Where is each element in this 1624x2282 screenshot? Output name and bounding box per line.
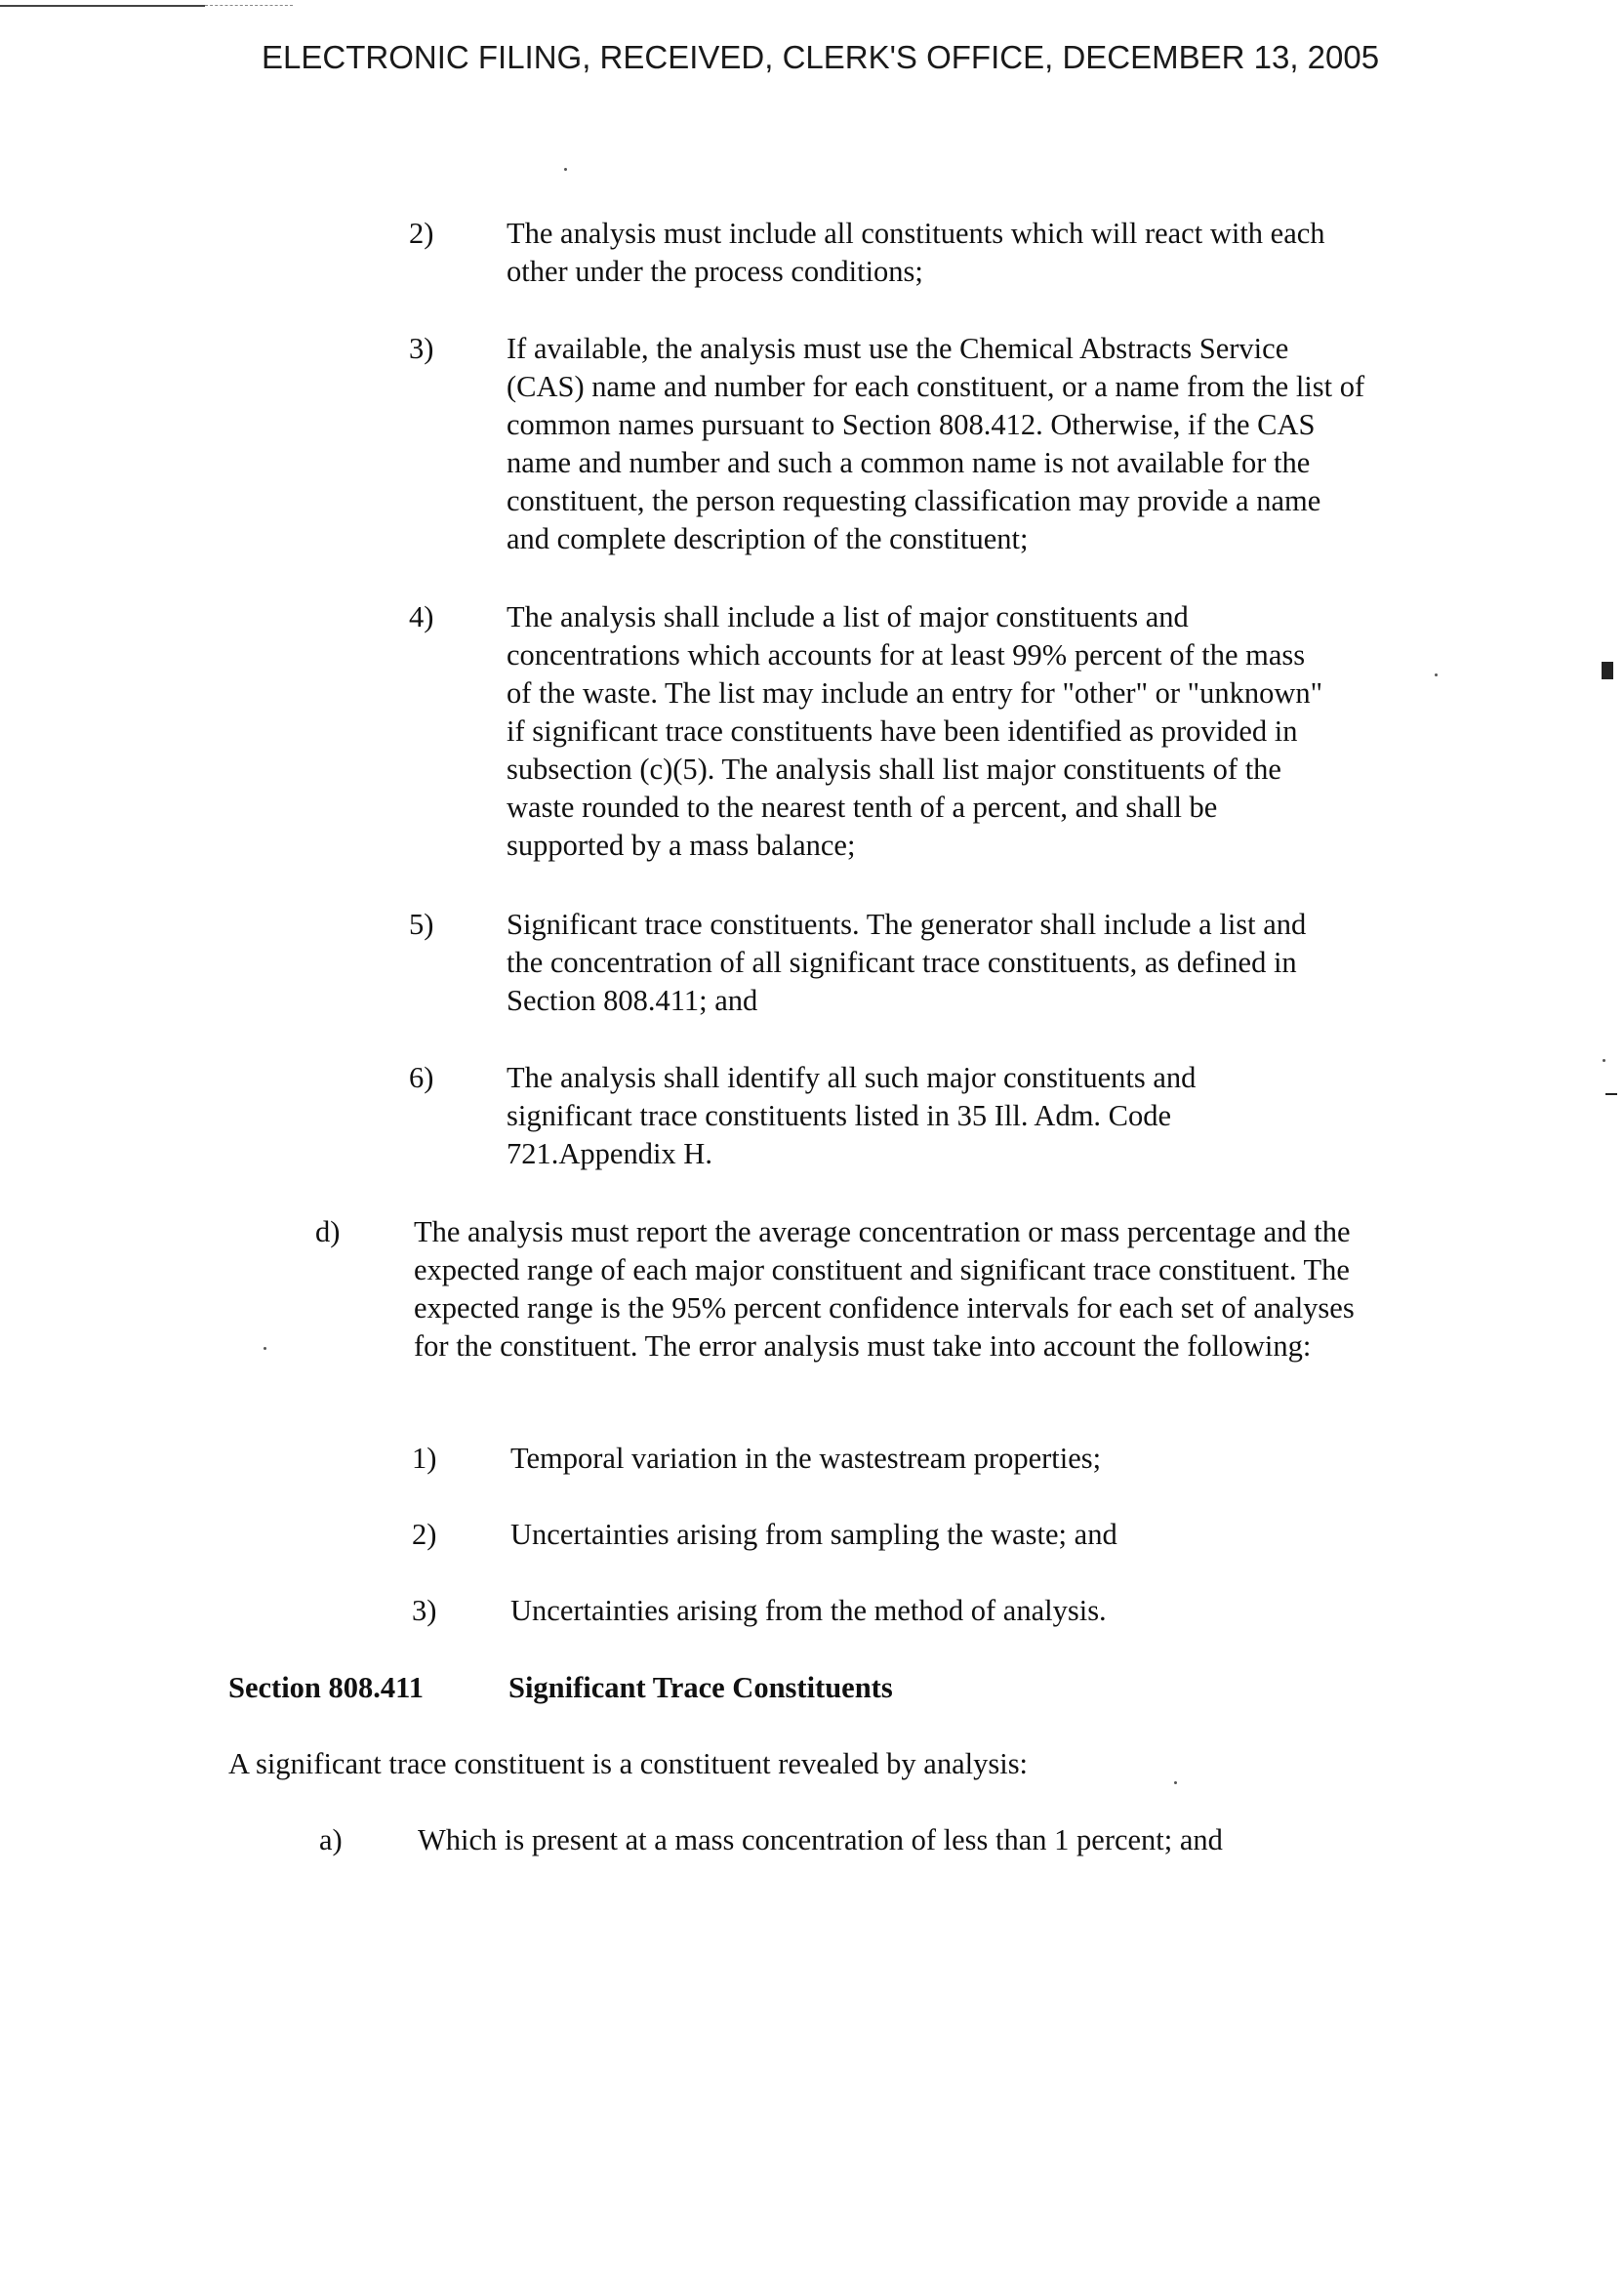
margin-scan-mark [1605,1093,1617,1095]
scan-speck [264,1347,266,1350]
list-number: 2) [409,217,434,250]
scan-edge-rule [0,5,205,7]
filing-stamp-header: ELECTRONIC FILING, RECEIVED, CLERK'S OFFICE, DECEMBER 13, 2005 [262,39,1380,75]
section-title: Significant Trace Constituents [508,1671,893,1704]
section-intro: A significant trace constituent is a constituent revealed by analysis: [228,1747,1029,1780]
item-d-text: The analysis must report the average concentration or mass percentage and the expected range of each major constituent and significant trace constituent. The expected range is the 95% percent confidence intervals for each set of analyses for the constituent. The error analysis must take into account the following: [414,1215,1355,1363]
list-item-text: The analysis shall include a list of major constituents and concentrations which accounts for at least 99% percent of the mass of the waste. The list may include an entry for "other" or "unknown" if significant trace constituents have been identified as provided in subsection (c)(5). The analysis shall list major constituents of the waste rounded to the nearest tenth of a percent, and shall be supported by a mass balance; [507,600,1323,862]
sub-item-number: 3) [412,1594,437,1627]
list-number: 5) [409,908,434,941]
sub-item-number: 2) [412,1518,437,1551]
sub-item-text: Uncertainties arising from the method of analysis. [510,1594,1107,1627]
scan-edge-rule-dashed [205,5,293,6]
sub-item-number: 1) [412,1442,437,1475]
list-number: 3) [409,332,434,365]
scan-speck [564,168,567,171]
list-item-text: The analysis must include all constituents which will react with each other under the process conditions; [507,217,1325,288]
item-letter: a) [319,1823,343,1856]
section-number: Section 808.411 [228,1671,424,1704]
section-item-text: Which is present at a mass concentration of less than 1 percent; and [418,1823,1223,1856]
scan-speck [1603,1059,1605,1062]
sub-item-text: Uncertainties arising from sampling the waste; and [510,1518,1117,1551]
item-letter: d) [315,1215,341,1248]
list-number: 4) [409,600,434,633]
list-item-text: If available, the analysis must use the Chemical Abstracts Service (CAS) name and number for each constituent, or a name from the list of common names pursuant to Section 808.412. Otherwise, if the CAS name and number and such a common name is not available for the constituent, the person requesting classification may provide a name and complete description of the constituent; [507,332,1365,555]
list-item-text: The analysis shall identify all such major constituents and significant trace constituents listed in 35 Ill. Adm. Code 721.Appendix H. [507,1061,1197,1170]
list-number: 6) [409,1061,434,1094]
list-item-text: Significant trace constituents. The generator shall include a list and the concentration of all significant trace constituents, as defined in Section 808.411; and [507,908,1307,1017]
margin-scan-mark [1602,662,1613,679]
scan-speck [1435,673,1438,676]
scan-speck [1174,1781,1177,1784]
sub-item-text: Temporal variation in the wastestream properties; [510,1442,1102,1475]
